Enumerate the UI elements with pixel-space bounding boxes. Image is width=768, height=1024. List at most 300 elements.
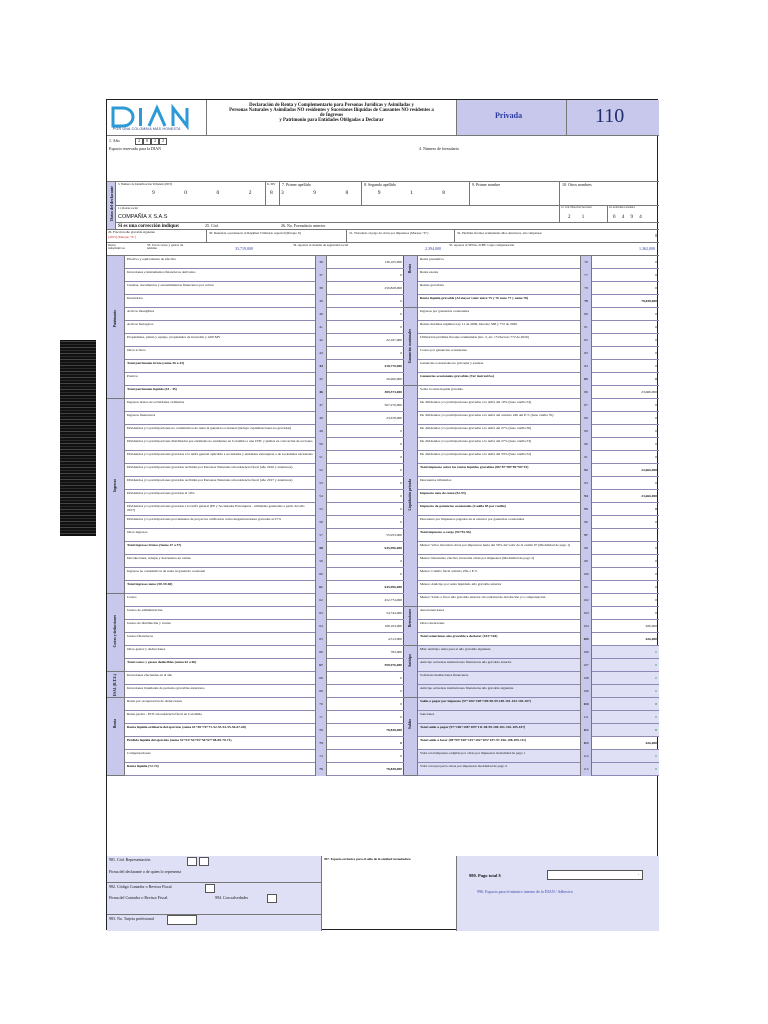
- footer-divider-2: [107, 914, 322, 915]
- razon-social-label: 11. Razón social: [118, 206, 138, 210]
- row-92-value[interactable]: 23,666,000: [641, 468, 657, 472]
- row-52-number: 52: [315, 464, 327, 477]
- row-111-value[interactable]: 0: [655, 715, 657, 719]
- row-61: [125, 581, 404, 594]
- cod-dir-field[interactable]: [560, 206, 608, 223]
- row-44-value[interactable]: 418,770,000: [384, 364, 402, 368]
- row-53-label: Dividendos y/o participaciones gravadas recibidas por Personas Naturales sin residencia fiscal (año 2017 y anteriores): [127, 478, 293, 482]
- cod-dir-d1: 1: [581, 215, 585, 220]
- nit-d5: 9: [313, 190, 316, 196]
- segundo-apellido-label: 8. Segundo apellido: [364, 182, 396, 187]
- left-table: [107, 256, 404, 776]
- footer-pago: [457, 856, 659, 931]
- nit-label: 5. Número de Identificación Tributaria (NIT): [118, 182, 173, 186]
- row-95: [418, 503, 659, 516]
- section-4-label: Anticipo: [408, 654, 412, 668]
- row-97-label: Total impuesto a cargo (94+95-96): [420, 530, 471, 534]
- row-51-number: 51: [315, 451, 327, 464]
- section-1-label: Ingresos: [113, 478, 117, 492]
- row-95-value[interactable]: 0: [655, 507, 657, 511]
- row-36: [125, 256, 404, 269]
- row-71: [125, 711, 404, 724]
- tax-form: [106, 99, 658, 930]
- row-99-value[interactable]: 0: [655, 559, 657, 563]
- row-62: [125, 594, 404, 607]
- row-91: [418, 451, 659, 464]
- row-89-label: De dividendos y/o participaciones gravadas a la tarifa del 27% (base casilla 56): [420, 426, 532, 430]
- row-56-number: 56: [315, 516, 327, 529]
- row-58-number: 58: [315, 542, 327, 555]
- row-63-value[interactable]: 54,744,000: [386, 611, 402, 615]
- row-87-number: 87: [580, 399, 592, 412]
- row-49-number: 49: [315, 425, 327, 438]
- row-48-value[interactable]: 23,678,000: [386, 416, 402, 420]
- row-38: [125, 282, 404, 295]
- row-90-number: 90: [580, 438, 592, 451]
- row-105: [418, 633, 659, 646]
- row-43-number: 43: [315, 347, 327, 360]
- row-69-value[interactable]: 0: [400, 689, 402, 693]
- anio-digit-3: 2: [151, 138, 159, 145]
- razon-social-field[interactable]: [116, 206, 560, 223]
- row-99-label: Menos: Descuento efectivo inversión obras por impuestos (Modalidad de pago 2): [420, 556, 535, 560]
- row-46: [125, 386, 404, 399]
- row-87-label: De dividendos y/o participaciones gravadas a la tarifa del 10% (base casilla 54): [420, 400, 532, 404]
- row-47: [125, 399, 404, 412]
- row-93: [418, 477, 659, 490]
- row-77-value[interactable]: 0: [655, 273, 657, 277]
- row-45: [125, 373, 404, 386]
- row-55: [125, 503, 404, 516]
- footer-sello: [322, 856, 457, 931]
- renuncia-field[interactable]: [207, 230, 347, 243]
- row-64-number: 64: [315, 620, 327, 633]
- row-80-value[interactable]: 0: [655, 312, 657, 316]
- contador-box-1[interactable]: [205, 884, 215, 893]
- row-68-label: Inversiones efectuadas en el año: [127, 673, 173, 677]
- row-50-label: Dividendos y/o participaciones distribuidos por entidades no residentes en Colombia a una CHC y primas en colocación de acciones: [127, 439, 313, 443]
- row-108: [418, 672, 659, 685]
- row-64-label: Gastos de distribución y ventas: [127, 621, 171, 625]
- row-57-value[interactable]: 55,053,000: [386, 533, 402, 537]
- section-2-label: Liquidación privada: [408, 478, 412, 510]
- row-68: [125, 672, 404, 685]
- row-115-value[interactable]: 0: [655, 767, 657, 771]
- section-1-side: [107, 399, 125, 594]
- row-45-value[interactable]: 29,200,000: [386, 377, 402, 381]
- row-101-label: Menos: Anticipo por renta liquidado año gravable anterior: [420, 582, 502, 586]
- row-85-value[interactable]: 0: [655, 377, 657, 381]
- row-79-label: Renta líquida gravable (Al mayor valor entre 75 y 76 reste 77 y sume 78): [420, 296, 529, 300]
- row-75-number: 75: [315, 763, 327, 776]
- row-48-label: Ingresos financieros: [127, 413, 156, 417]
- row-107: [418, 659, 659, 672]
- row-66-number: 66: [315, 646, 327, 659]
- row-113: [418, 737, 659, 750]
- row-111-number: 111: [580, 711, 592, 724]
- row-59-label: Devoluciones, rebajas y descuentos en ventas: [127, 556, 191, 560]
- row-108-label: Sobretasa instituciones financieras: [420, 673, 469, 677]
- salvedades-box[interactable]: [267, 894, 277, 903]
- row-93-number: 93: [580, 477, 592, 490]
- row-109-label: Anticipo sobretasa instituciones financieras año gravable siguiente: [420, 686, 514, 690]
- row-77: [418, 269, 659, 282]
- row-87-value[interactable]: 0: [655, 403, 657, 407]
- segundo-apellido-field[interactable]: [362, 182, 470, 206]
- right-table: [404, 256, 659, 776]
- title-line-2: Personas Naturales y Asimiladas NO residentes y Sucesiones Ilíquidas de Causantes NO residentes a: [229, 108, 434, 113]
- row-54-value[interactable]: 0: [400, 494, 402, 498]
- row-106-label: Más: Anticipo renta para el año gravable siguiente: [420, 647, 491, 651]
- act-d2: 9: [630, 215, 633, 220]
- row-97-value[interactable]: [592, 529, 659, 542]
- actividad-field[interactable]: [608, 206, 659, 223]
- row-114: [418, 750, 659, 763]
- row-109-value[interactable]: 0: [655, 689, 657, 693]
- row-38-label: Cuentas, documentos y arrendamientos financieros por cobrar: [127, 283, 214, 287]
- title-line-1: Declaración de Renta y Complementario para Personas Jurídicas y Asimiladas y: [249, 103, 414, 108]
- row-100-label: Menos: Crédito fiscal artículo 256-1 E.T.: [420, 569, 478, 573]
- perdidas-field[interactable]: [455, 230, 659, 243]
- row-104-value[interactable]: 626,000: [645, 624, 657, 628]
- row-83-value[interactable]: 0: [655, 351, 657, 355]
- nit-d2: 0: [216, 190, 220, 196]
- privada-cell: [457, 100, 567, 136]
- row-86-value[interactable]: 23,666,000: [641, 390, 657, 394]
- row-95-label: Impuesto de ganancias ocasionales (Casilla 85 por casilla): [420, 504, 506, 508]
- row-73-value[interactable]: 0: [400, 741, 402, 745]
- row-60-number: 60: [315, 568, 327, 581]
- row-68-number: 68: [315, 672, 327, 685]
- form-number: 110: [595, 105, 625, 127]
- row-54: [125, 490, 404, 503]
- nit-d3: 2: [248, 190, 252, 196]
- section-3-label: ESAL (R.T.E.): [113, 674, 117, 697]
- row-50: [125, 438, 404, 451]
- section-0-side: [404, 256, 418, 308]
- row-67-label: Total costos y gastos deducibles (suma 62 a 66): [127, 660, 197, 664]
- year-row: [107, 136, 659, 182]
- row-39: [125, 295, 404, 308]
- row-84: [418, 360, 659, 373]
- row-62-label: Costos: [127, 595, 137, 599]
- row-54-number: 54: [315, 490, 327, 503]
- row-52: [125, 464, 404, 477]
- row-43: [125, 347, 404, 360]
- aportes-ss-value: 2,394,000: [425, 246, 441, 251]
- section-4-side: [107, 698, 125, 776]
- row-91-number: 91: [580, 451, 592, 464]
- row-89: [418, 425, 659, 438]
- row-96-number: 96: [580, 516, 592, 529]
- row-93-value[interactable]: 0: [655, 481, 657, 485]
- row-38-value[interactable]: 259,828,000: [384, 286, 402, 290]
- row-110: [418, 698, 659, 711]
- row-50-value[interactable]: 0: [400, 442, 402, 446]
- row-78-value[interactable]: 0: [655, 286, 657, 290]
- row-71-label: Renta pasiva - ECE sin residencia fiscal en Colombia: [127, 712, 202, 716]
- row-89-number: 89: [580, 425, 592, 438]
- row-94-value[interactable]: 23,666,000: [641, 494, 657, 498]
- row-86: [418, 386, 659, 399]
- row-94-number: 94: [580, 490, 592, 503]
- row-112-value[interactable]: 0: [655, 728, 657, 732]
- row-36-label: Efectivo y equivalentes de efectivo: [127, 257, 177, 261]
- row-106-value[interactable]: 0: [655, 650, 657, 654]
- row-37-label: Inversiones e instrumentos financieros derivados: [127, 270, 196, 274]
- row-53-value[interactable]: 0: [400, 481, 402, 485]
- row-102-value[interactable]: 0: [655, 598, 657, 602]
- row-41-label: Activos biológicos: [127, 322, 154, 326]
- firma-contador-label: Firma del Contador o Revisor Fiscal.: [109, 895, 169, 900]
- row-67-value[interactable]: 590,976,000: [384, 663, 402, 667]
- row-92-label: Total impuesto sobre las rentas líquidas gravables (86+87+88+89+90+91): [420, 465, 529, 469]
- pago-total-field[interactable]: [547, 870, 643, 880]
- row-71-value[interactable]: 0: [400, 715, 402, 719]
- row-101-number: 101: [580, 581, 592, 594]
- row-57-number: 57: [315, 529, 327, 542]
- row-100: [418, 568, 659, 581]
- row-72-number: 72: [315, 724, 327, 737]
- row-41: [125, 321, 404, 334]
- rep-box-1[interactable]: [187, 857, 197, 866]
- row-83-number: 83: [580, 347, 592, 360]
- row-93-label: Descuentos tributarios: [420, 478, 452, 482]
- row-70-value[interactable]: 0: [400, 702, 402, 706]
- row-78: [418, 282, 659, 295]
- row-114-label: Valor total impuesto exigible por obras por impuestos modalidad de pago 1: [420, 751, 526, 755]
- row-101-value[interactable]: 0: [655, 585, 657, 589]
- row-51-value[interactable]: 0: [400, 455, 402, 459]
- row-81: [418, 321, 659, 334]
- row-101: [418, 581, 659, 594]
- section-2-side: [404, 386, 418, 607]
- row-88-value[interactable]: 0: [655, 416, 657, 420]
- row-68-value[interactable]: 0: [400, 676, 402, 680]
- row-98-number: 98: [580, 542, 592, 555]
- actividad-label: 24. Actividad económica: [609, 206, 635, 209]
- row-58: [125, 542, 404, 555]
- row-77-number: 77: [580, 269, 592, 282]
- row-78-label: Rentas gravables: [420, 283, 444, 287]
- sena-value: 1,362,000: [639, 246, 655, 251]
- row-82-label: Utilización pérdidas fiscales acumuladas (inc. 2, art. 15 Decreto 772 de 2020): [420, 335, 529, 339]
- formulario-label: 4. Número de formulario: [419, 146, 459, 151]
- row-114-value[interactable]: 0: [655, 754, 657, 758]
- row-40-label: Activos intangibles: [127, 309, 155, 313]
- row-111: [418, 711, 659, 724]
- row-70: [125, 698, 404, 711]
- row-73-number: 73: [315, 737, 327, 750]
- row-55-value[interactable]: 0: [400, 507, 402, 511]
- section-1-label: Ganancias ocasionales: [408, 329, 412, 364]
- row-43-value[interactable]: 0: [400, 351, 402, 355]
- row-110-number: 110: [580, 698, 592, 711]
- form-anterior-label: 26. No. Formulario anterior: [281, 223, 326, 228]
- row-73-label: Pérdida líquida del ejercicio (suma 52+53+54+55+56+67+68-69-70-71): [127, 738, 232, 742]
- row-56-value[interactable]: 0: [400, 520, 402, 524]
- row-91-value[interactable]: 0: [655, 455, 657, 459]
- row-57-label: Otros ingresos: [127, 530, 148, 534]
- row-80-label: Ingresos por ganancias ocasionales: [420, 309, 470, 313]
- section-1-side: [404, 308, 418, 386]
- row-42-label: Propiedades, planta y equipo, propiedades de inversión y ANCMV: [127, 335, 221, 339]
- row-94-label: Impuesto neto de renta (92-93): [420, 491, 466, 495]
- row-61-value[interactable]: 645,996,000: [384, 585, 402, 589]
- renuncia-label: 30. Renuncia a pertenecer al Régimen Tributario especial (Marque X): [209, 231, 302, 235]
- row-40: [125, 308, 404, 321]
- row-113-value[interactable]: 626,000: [645, 741, 657, 745]
- act-d0: 0: [613, 215, 616, 220]
- row-110-value[interactable]: 0: [655, 702, 657, 706]
- row-76: [418, 256, 659, 269]
- row-72-value[interactable]: 78,838,000: [386, 728, 402, 732]
- row-52-value[interactable]: 0: [400, 468, 402, 472]
- row-100-value[interactable]: 0: [655, 572, 657, 576]
- row-99: [418, 555, 659, 568]
- row-74-value[interactable]: 0: [400, 754, 402, 758]
- row-64-value[interactable]: 108,163,000: [384, 624, 402, 628]
- row-109: [418, 685, 659, 698]
- row-97: [418, 529, 659, 542]
- header-title-cell: [207, 100, 457, 136]
- row-54-label: Dividendos y/o participaciones gravadas al 10%: [127, 491, 195, 495]
- row-90-value[interactable]: 0: [655, 442, 657, 446]
- primer-nombre-label: 9. Primer nombre: [472, 182, 501, 187]
- row-108-value[interactable]: 0: [655, 676, 657, 680]
- otros-nombres-field[interactable]: [560, 182, 659, 206]
- primer-apellido-field[interactable]: [280, 182, 362, 206]
- row-112: [418, 724, 659, 737]
- row-60-value[interactable]: 0: [400, 572, 402, 576]
- dv-field[interactable]: [266, 182, 280, 206]
- vinculado-label: 31. Vinculado al pago de obras por impuestos (Marque "X"): [349, 231, 429, 235]
- row-62-number: 62: [315, 594, 327, 607]
- row-43-label: Otros activos: [127, 348, 146, 352]
- espacio-dian: Espacio reservado para la DIAN: [109, 146, 161, 151]
- row-70-number: 70: [315, 698, 327, 711]
- row-41-value[interactable]: 0: [400, 325, 402, 329]
- nomina-label: 33. Total costos y gastos de nómina: [147, 243, 184, 251]
- row-75-label: Renta líquida (72-74): [127, 764, 159, 768]
- fraccion-field[interactable]: [107, 230, 207, 243]
- row-56: [125, 516, 404, 529]
- row-76-label: Renta presuntiva: [420, 257, 444, 261]
- vinculado-field[interactable]: [347, 230, 455, 243]
- row-98-value[interactable]: 0: [655, 546, 657, 550]
- anio-digit-4: 2: [159, 138, 167, 145]
- row-49-value[interactable]: 0: [400, 429, 402, 433]
- row-67-number: 67: [315, 659, 327, 672]
- row-94: [418, 490, 659, 503]
- row-107-value[interactable]: 0: [655, 663, 657, 667]
- row-64: [125, 620, 404, 633]
- row-36-value[interactable]: 136,105,000: [384, 260, 402, 264]
- row-59-value[interactable]: 0: [400, 559, 402, 563]
- row-40-value[interactable]: 0: [400, 312, 402, 316]
- row-58-value[interactable]: 645,996,000: [384, 546, 402, 550]
- row-37-value[interactable]: 0: [400, 273, 402, 277]
- row-115-number: 115: [580, 763, 592, 776]
- row-102-number: 102: [580, 594, 592, 607]
- row-103-label: Autorretenciones: [420, 608, 445, 612]
- row-81-number: 81: [580, 321, 592, 334]
- row-98: [418, 542, 659, 555]
- row-46-value[interactable]: 389,573,000: [384, 390, 402, 394]
- anio-label: 1. Año: [109, 138, 120, 143]
- row-105-label: Total retenciones año gravable a declarar (103+104): [420, 634, 498, 638]
- salvedades-label: 994. Con salvedades: [215, 895, 248, 900]
- row-70-label: Renta por recuperación de deducciones: [127, 699, 183, 703]
- row-103-value[interactable]: 0: [655, 611, 657, 615]
- row-89-value[interactable]: 0: [655, 429, 657, 433]
- row-105-value[interactable]: 626,000: [645, 637, 657, 641]
- row-83-label: Costos por ganancias ocasionales: [420, 348, 467, 352]
- row-65-value[interactable]: 4,513,000: [388, 637, 402, 641]
- row-42-value[interactable]: 22,167,000: [386, 338, 402, 342]
- row-72: [125, 724, 404, 737]
- row-104-label: Otras retenciones: [420, 621, 445, 625]
- nit-d6: 8: [345, 190, 349, 196]
- row-115: [418, 763, 659, 776]
- row-47-number: 47: [315, 399, 327, 412]
- section-3-side: [107, 672, 125, 698]
- section-2-side: [107, 594, 125, 672]
- row-53: [125, 477, 404, 490]
- cod-dir-label: 12. Cód. Dirección Seccional: [561, 206, 592, 209]
- row-79-value[interactable]: 78,838,000: [641, 299, 657, 303]
- row-59: [125, 555, 404, 568]
- row-113-number: 113: [580, 737, 592, 750]
- rep-box-2[interactable]: [199, 857, 209, 866]
- row-92: [418, 464, 659, 477]
- row-84-number: 84: [580, 360, 592, 373]
- otros-nombres-label: 10. Otros nombres: [562, 182, 592, 187]
- section-0-side: [107, 256, 125, 399]
- row-90-label: De dividendos y/o participaciones gravadas a la tarifa del 27% (base casilla 53): [420, 439, 532, 443]
- row-62-value[interactable]: 452,774,000: [384, 598, 402, 602]
- row-96-value[interactable]: 0: [655, 520, 657, 524]
- row-88-label: De dividendos y/o participaciones gravadas a la tarifa del artículo 240 del E.T. (base casilla 55): [420, 413, 554, 417]
- row-104: [418, 620, 659, 633]
- row-66-value[interactable]: 782,000: [390, 650, 402, 654]
- tarjeta-field[interactable]: [167, 915, 197, 925]
- row-109-number: 109: [580, 685, 592, 698]
- row-65: [125, 633, 404, 646]
- row-81-value[interactable]: 0: [655, 325, 657, 329]
- row-79-number: 79: [580, 295, 592, 308]
- row-110-label: Saldo a pagar por impuesto (97+106+108+109-98-99-100-101-102-105-107): [420, 699, 531, 703]
- row-39-value[interactable]: 0: [400, 299, 402, 303]
- aportes-ss-label: 34. Aportes al sistema de seguridad social: [293, 243, 349, 247]
- footer-firma: [107, 856, 322, 931]
- row-65-number: 65: [315, 633, 327, 646]
- nit-d7: 9: [377, 190, 381, 196]
- row-80: [418, 308, 659, 321]
- row-76-value[interactable]: 0: [655, 260, 657, 264]
- row-75-value[interactable]: 78,838,000: [386, 767, 402, 771]
- row-98-label: Menos: Valor inversión obras por impuestos hasta del 50% del valor de la casilla 97 (Modalidad de pago 1): [420, 543, 571, 547]
- row-103: [418, 607, 659, 620]
- row-37: [125, 269, 404, 282]
- row-77-label: Renta exenta: [420, 270, 439, 274]
- row-84-value[interactable]: 0: [655, 364, 657, 368]
- row-85: [418, 373, 659, 386]
- row-82-value[interactable]: 0: [655, 338, 657, 342]
- primer-nombre-field[interactable]: [470, 182, 560, 206]
- row-47-value[interactable]: 567,270,000: [384, 403, 402, 407]
- primer-apellido-label: 7. Primer apellido: [282, 182, 311, 187]
